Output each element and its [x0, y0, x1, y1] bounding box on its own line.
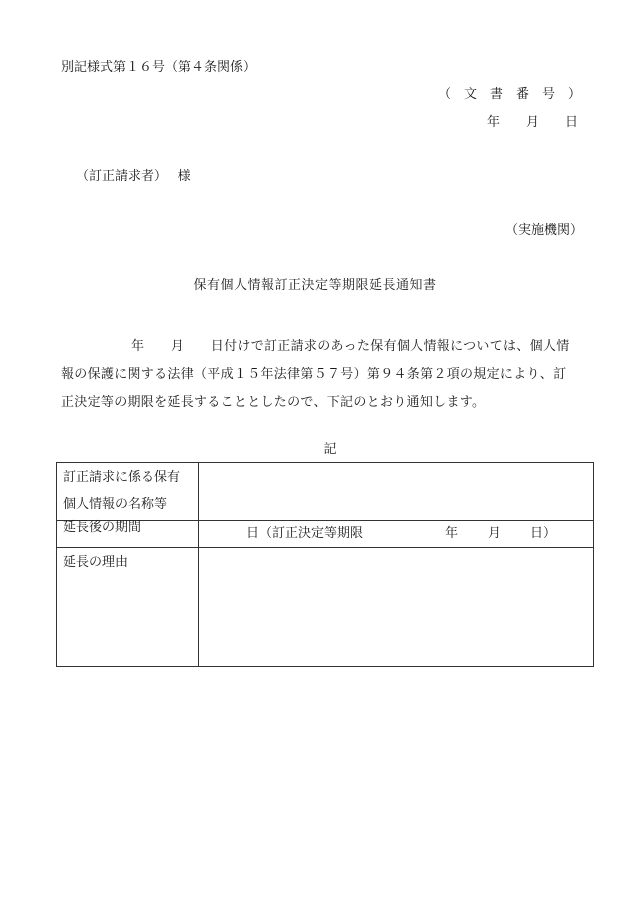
form-identifier: 別記様式第１６号（第４条関係） [61, 60, 257, 75]
period-month: 月 [488, 526, 502, 541]
period-days: 日（訂正決定等期限 [246, 526, 364, 541]
ki-heading: 記 [323, 442, 337, 457]
body-line-3: 正決定等の期限を延長することとしたので、下記のとおり通知します。 [61, 395, 486, 410]
table-row-info-name [57, 463, 594, 521]
value-extended-period[interactable] [199, 521, 594, 548]
label-info-name-line2: 個人情報の名称等 [63, 497, 168, 512]
addressee-requester: （訂正請求者） 様 [76, 169, 191, 184]
document-date: 年 月 日 [487, 115, 579, 130]
table-row-period [57, 521, 594, 548]
period-day: 日） [530, 526, 557, 541]
table-row-reason [57, 548, 594, 667]
label-info-name [57, 463, 199, 521]
notice-body [61, 333, 601, 417]
document-number: （ 文 書 番 号 ） [438, 87, 582, 102]
value-extension-reason[interactable] [199, 548, 594, 667]
value-info-name[interactable] [199, 463, 594, 521]
issuing-agency: （実施機関） [505, 223, 584, 238]
body-line-1: 年 月 日付けで訂正請求のあった保有個人情報については、個人情 [131, 339, 570, 354]
notice-table [56, 462, 594, 667]
document-title: 保有個人情報訂正決定等期限延長通知書 [193, 278, 437, 293]
label-info-name-line1: 訂正請求に係る保有 [63, 470, 181, 485]
body-line-2: 報の保護に関する法律（平成１５年法律第５７号）第９４条第２項の規定により、訂 [61, 367, 567, 382]
label-extension-reason: 延長の理由 [57, 548, 199, 667]
period-year: 年 [445, 526, 459, 541]
label-extended-period: 延長後の期間 [57, 521, 199, 548]
